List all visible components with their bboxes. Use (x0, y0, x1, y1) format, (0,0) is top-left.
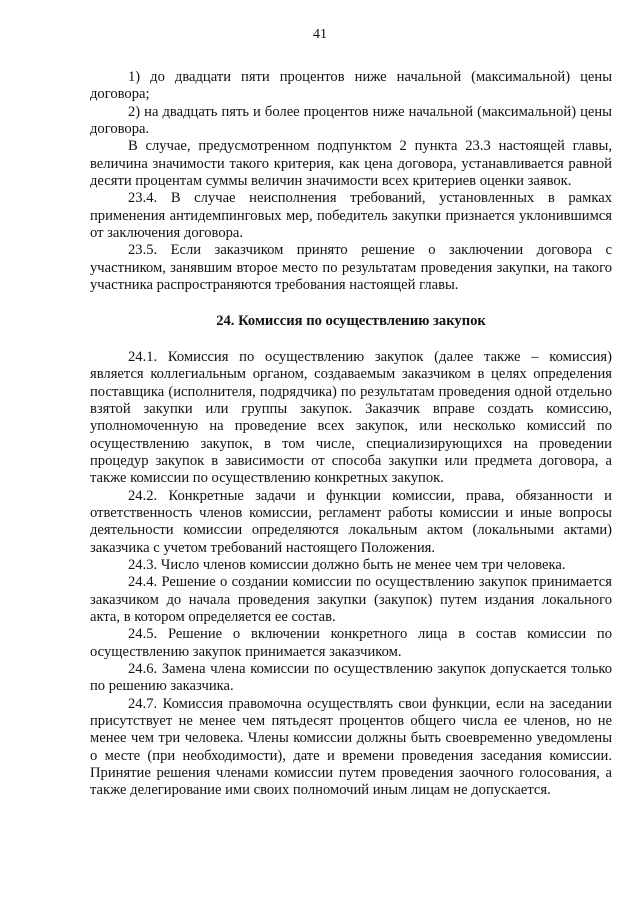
paragraph-23-5: 23.5. Если заказчиком принято решение о заключении договора с участником, занявшим второе место по результатам проведения закупки, на такого участника распространяются требования настоящей главы. (90, 242, 612, 294)
paragraph-24-2: 24.2. Конкретные задачи и функции комиссии, права, обязанности и ответственность членов комиссии, регламент работы комиссии и иные вопросы деятельности комиссии определяются локальным актом (локальными актами) заказчика с учетом требований настоящего Положения. (90, 487, 612, 556)
paragraph-24-4: 24.4. Решение о создании комиссии по осуществлению закупок принимается заказчиком до начала проведения закупки (закупок) путем издания локального акта, в котором определяется ее состав. (90, 574, 612, 625)
section-heading: 24. Комиссия по осуществлению закупок (216, 313, 486, 330)
paragraph-price-decrease-25: 1) до двадцати пяти процентов ниже начальной (максимальной) цены договора; (90, 69, 612, 103)
document-body (90, 69, 612, 800)
paragraph-24-1: 24.1. Комиссия по осуществлению закупок (далее также – комиссия) является коллегиальным органом, создаваемым заказчиком в целях определения поставщика (исполнителя, подрядчика) по результатам проведения одной отдельно взятой закупки или группы закупок. Заказчик вправе создать комиссию, уполномоченную на проведение всех закупок, или несколько комиссий по осуществлению закупок, в том числе, специализирующихся на проведении процедур закупок в зависимости от способа закупки или предмета договора, а также комиссии по осуществлению конкретных закупок. (90, 348, 612, 487)
paragraph-price-decrease-25-plus: 2) на двадцать пять и более процентов ниже начальной (максимальной) цены договора. (90, 103, 612, 138)
paragraph-23-4: 23.4. В случае неисполнения требований, установленных в рамках применения антидемпинговых мер, победитель закупки признается уклонившимся от заключения договора. (90, 190, 612, 242)
paragraph-24-6: 24.6. Замена члена комиссии по осуществлению закупок допускается только по решению заказчика. (90, 661, 612, 695)
page-number: 41 (313, 27, 327, 42)
paragraph-24-3: 24.3. Число членов комиссии должно быть не менее чем три человека. (128, 556, 566, 573)
paragraph-24-7: 24.7. Комиссия правомочна осуществлять свои функции, если на заседании присутствует не менее чем пятьдесят процентов общего числа ее членов, но не менее чем три человека. Члены комиссии должны быть своевременно уведомлены о месте (при необходимости), дате и времени проведения заседания комиссии. Принятие решения членами комиссии путем проведения заочного голосования, а также делегирование ими своих полномочий иным лицам не допускается. (90, 695, 612, 799)
paragraph-24-5: 24.5. Решение о включении конкретного лица в состав комиссии по осуществлению закупок принимается заказчиком. (90, 626, 612, 660)
paragraph-criterion-weight: В случае, предусмотренном подпунктом 2 пункта 23.3 настоящей главы, величина значимости такого критерия, как цена договора, устанавливается равной десяти процентам суммы величин значимости всех критериев оценки заявок. (90, 138, 612, 190)
